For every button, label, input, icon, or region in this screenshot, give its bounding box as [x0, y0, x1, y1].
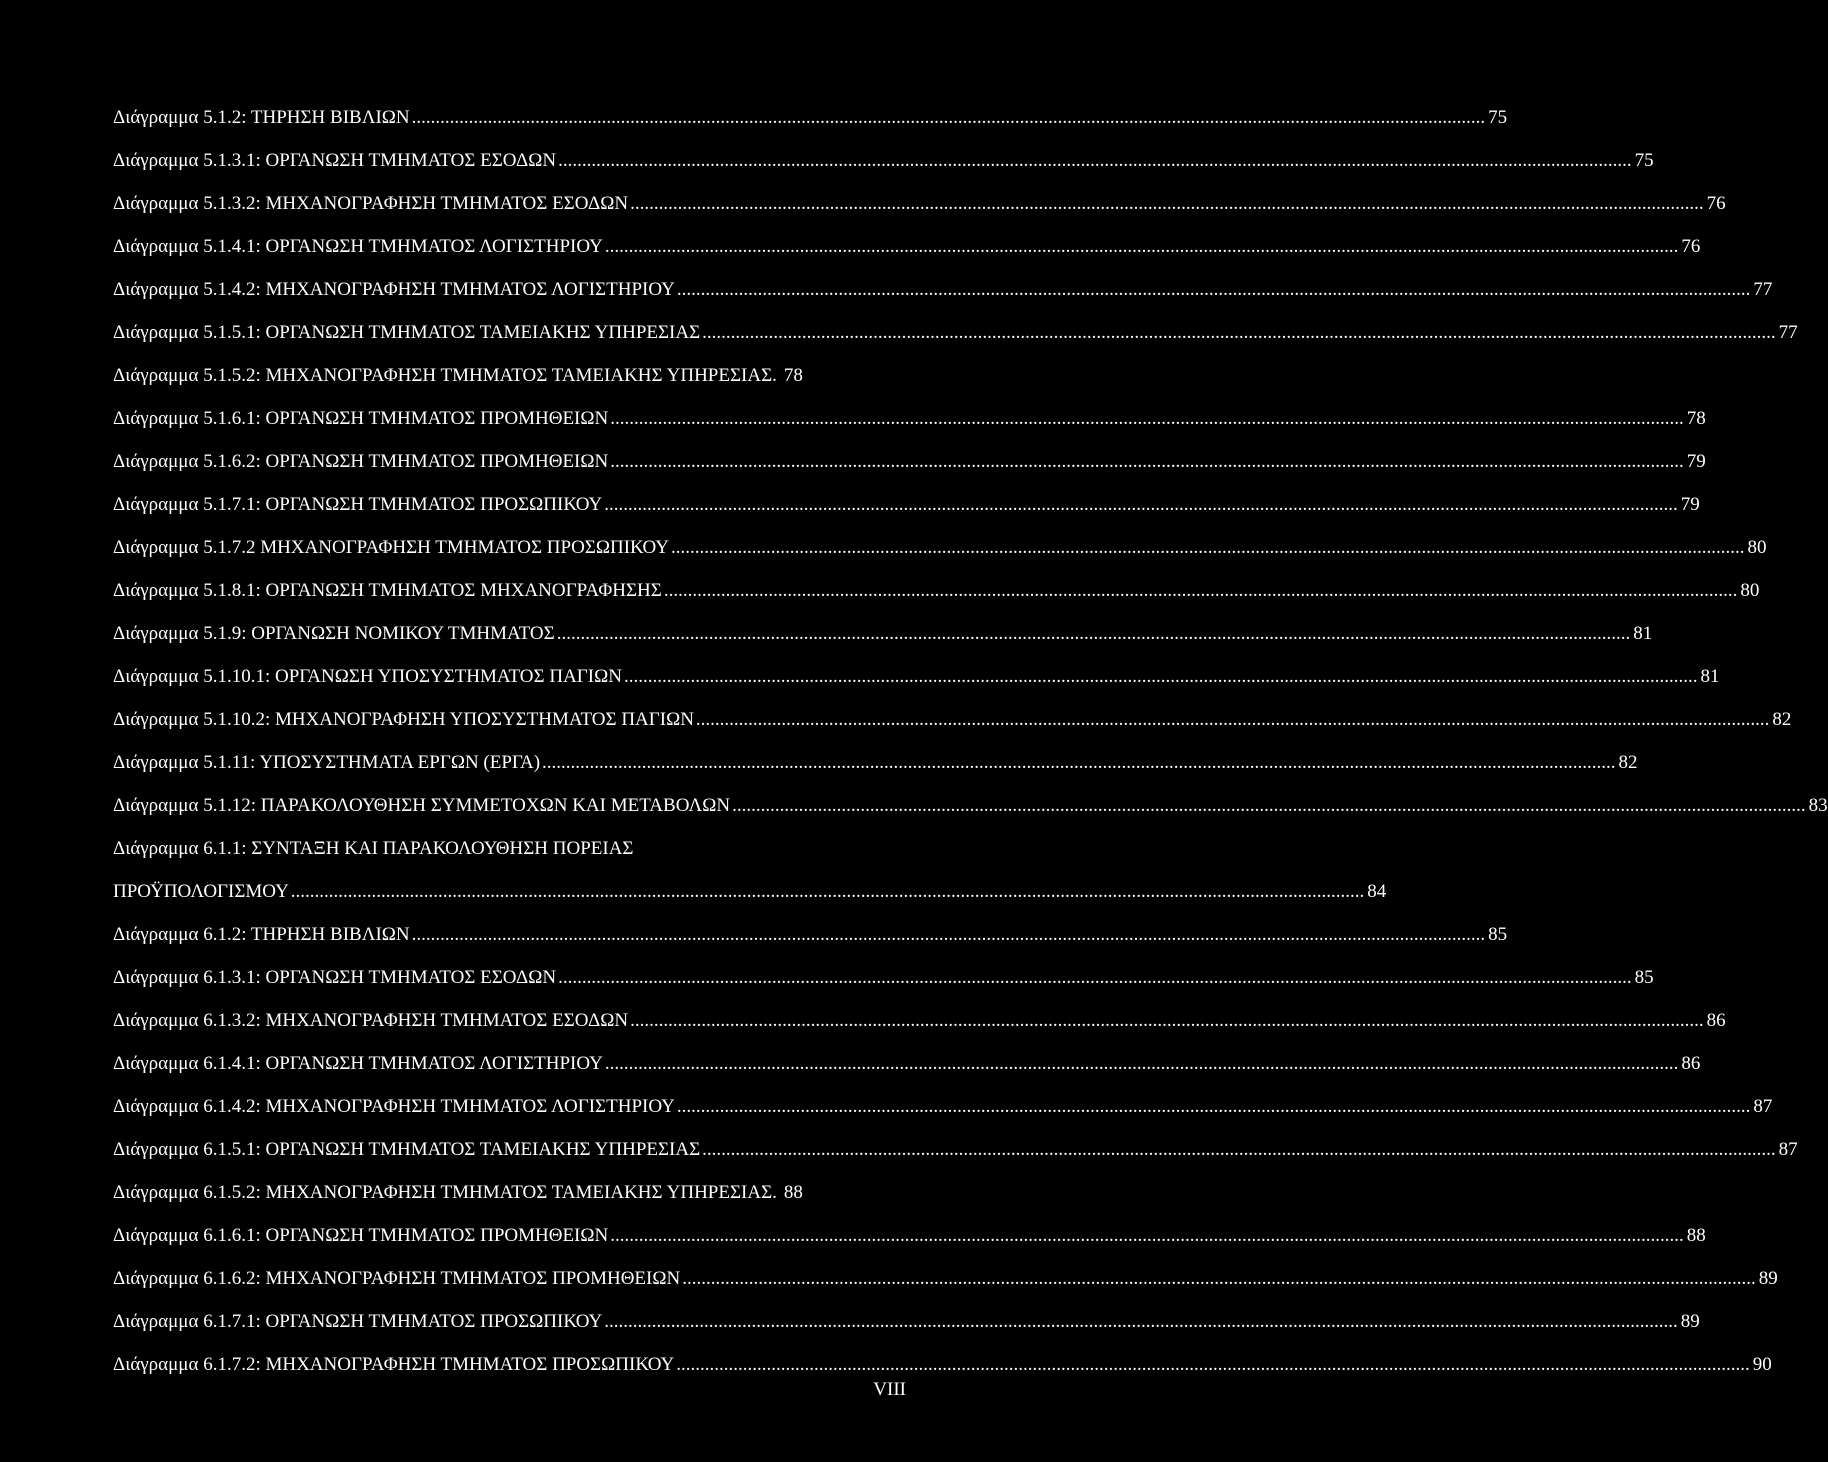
toc-entry-label: Διάγραμμα 5.1.5.1: ΟΡΓΑΝΩΣΗ ΤΜΗΜΑΤΟΣ ΤΑΜΕΙΑΚΗΣ ΥΠΗΡΕΣΙΑΣ — [113, 322, 701, 343]
toc-entry-page-number: 80 — [1747, 537, 1767, 558]
toc-entry-row — [113, 268, 1773, 311]
toc-entry-row — [113, 1300, 1700, 1343]
toc-entry[interactable] — [113, 827, 906, 870]
toc-entry[interactable] — [113, 1171, 906, 1214]
toc-entry[interactable] — [113, 913, 1508, 956]
toc-entry-label: Διάγραμμα 5.1.7.2 ΜΗΧΑΝΟΓΡΑΦΗΣΗ ΤΜΗΜΑΤΟΣ ΠΡΟΣΩΠΙΚΟΥ — [113, 537, 669, 558]
toc-entry-label: Διάγραμμα 5.1.10.1: ΟΡΓΑΝΩΣΗ ΥΠΟΣΥΣΤΗΜΑΤΟΣ ΠΑΓΙΩΝ — [113, 666, 622, 687]
toc-entry-page-number: 77 — [1753, 279, 1773, 300]
toc-entry-label: Διάγραμμα 5.1.4.2: ΜΗΧΑΝΟΓΡΑΦΗΣΗ ΤΜΗΜΑΤΟΣ ΛΟΓΙΣΤΗΡΙΟΥ — [113, 279, 675, 300]
toc-entry-row — [113, 870, 1387, 913]
toc-entry-row — [113, 1343, 1772, 1386]
toc-entry-label: Διάγραμμα 6.1.4.1: ΟΡΓΑΝΩΣΗ ΤΜΗΜΑΤΟΣ ΛΟΓΙΣΤΗΡΙΟΥ — [113, 1053, 603, 1074]
toc-entry-page-number: 85 — [1634, 967, 1654, 988]
toc-entry-label: Διάγραμμα 5.1.6.2: ΟΡΓΑΝΩΣΗ ΤΜΗΜΑΤΟΣ ΠΡΟΜΗΘΕΙΩΝ — [113, 451, 609, 472]
dot-leader — [542, 741, 1616, 784]
toc-entry[interactable] — [113, 956, 1654, 999]
toc-entry-label: Διάγραμμα 5.1.7.1: ΟΡΓΑΝΩΣΗ ΤΜΗΜΑΤΟΣ ΠΡΟΣΩΠΙΚΟΥ — [113, 494, 603, 515]
toc-entry-page-number: 81 — [1633, 623, 1653, 644]
dot-leader — [630, 999, 1704, 1042]
toc-entry-label: Διάγραμμα 5.1.10.2: ΜΗΧΑΝΟΓΡΑΦΗΣΗ ΥΠΟΣΥΣΤΗΜΑΤΟΣ ΠΑΓΙΩΝ — [113, 709, 694, 730]
toc-entry[interactable] — [113, 397, 1706, 440]
toc-entry[interactable] — [113, 870, 1387, 913]
dot-leader — [412, 96, 1486, 139]
toc-entry-page-number: 90 — [1752, 1354, 1772, 1375]
toc-entry-label: Διάγραμμα 6.1.3.1: ΟΡΓΑΝΩΣΗ ΤΜΗΜΑΤΟΣ ΕΣΟΔΩΝ — [113, 967, 557, 988]
toc-entry-label: Διάγραμμα 5.1.9: ΟΡΓΑΝΩΣΗ ΝΟΜΙΚΟΥ ΤΜΗΜΑΤΟΣ — [113, 623, 555, 644]
toc-entry[interactable] — [113, 311, 1798, 354]
dot-leader — [604, 1300, 1678, 1343]
toc-entry-row — [113, 96, 1508, 139]
dot-leader — [557, 612, 1631, 655]
toc-entry-page-number: 87 — [1778, 1139, 1798, 1160]
dot-leader — [677, 1085, 1751, 1128]
toc-entry-row — [113, 139, 1654, 182]
toc-entry[interactable] — [113, 354, 906, 397]
toc-entry[interactable] — [113, 999, 1726, 1042]
toc-entry[interactable] — [113, 1214, 1706, 1257]
toc-entry-row — [113, 440, 1706, 483]
toc-entry-label: Διάγραμμα 5.1.11: ΥΠΟΣΥΣΤΗΜΑΤΑ ΕΡΓΩΝ (ΕΡΓΑ) — [113, 752, 541, 773]
toc-entry-page-number: 75 — [1634, 150, 1654, 171]
toc-entry-page-number: 76 — [1681, 236, 1701, 257]
dot-leader — [677, 268, 1751, 311]
toc-entry-row — [113, 1042, 1701, 1085]
toc-entry-row — [113, 526, 1767, 569]
toc-entry[interactable] — [113, 741, 1638, 784]
toc-entry-label: Διάγραμμα 5.1.3.2: ΜΗΧΑΝΟΓΡΑΦΗΣΗ ΤΜΗΜΑΤΟΣ ΕΣΟΔΩΝ — [113, 193, 629, 214]
toc-entry-page-number: 83 — [1808, 795, 1828, 816]
dot-leader — [412, 913, 1486, 956]
toc-entry-page-number: 85 — [1488, 924, 1508, 945]
dot-leader — [702, 311, 1776, 354]
toc-entry[interactable] — [113, 440, 1706, 483]
toc-entry-row — [113, 225, 1701, 268]
toc-entry-page-number: 84 — [1367, 881, 1387, 902]
toc-entry[interactable] — [113, 1042, 1701, 1085]
toc-entry-row — [113, 569, 1760, 612]
toc-entry-label: Διάγραμμα 5.1.5.2: ΜΗΧΑΝΟΓΡΑΦΗΣΗ ΤΜΗΜΑΤΟΣ ΤΑΜΕΙΑΚΗΣ ΥΠΗΡΕΣΙΑΣ. — [113, 365, 777, 386]
toc-entry-row — [113, 354, 906, 397]
toc-entry-page-number: 77 — [1778, 322, 1798, 343]
page-number: VIII — [873, 1379, 906, 1400]
toc-entry-page-number: 76 — [1706, 193, 1726, 214]
toc-entry-row — [113, 311, 1798, 354]
toc-entry-row — [113, 1085, 1773, 1128]
toc-entry-row — [113, 182, 1726, 225]
toc-entry[interactable] — [113, 1128, 1798, 1171]
toc-entry-page-number: 86 — [1681, 1053, 1701, 1074]
dot-leader — [605, 1042, 1679, 1085]
toc-entry-row — [113, 1128, 1798, 1171]
toc-entry-label: Διάγραμμα 5.1.3.1: ΟΡΓΑΝΩΣΗ ΤΜΗΜΑΤΟΣ ΕΣΟΔΩΝ — [113, 150, 557, 171]
dot-leader — [682, 1257, 1756, 1300]
toc-entry-page-number: 79 — [1680, 494, 1700, 515]
toc-entry-row — [113, 698, 1792, 741]
toc-entry[interactable] — [113, 225, 1701, 268]
toc-entry[interactable] — [113, 139, 1654, 182]
toc-entry-row — [113, 741, 1638, 784]
dot-leader — [732, 784, 1806, 827]
dot-leader — [671, 526, 1745, 569]
toc-entry[interactable] — [113, 1085, 1773, 1128]
toc-entry[interactable] — [113, 268, 1773, 311]
toc-entry-label: Διάγραμμα 5.1.4.1: ΟΡΓΑΝΩΣΗ ΤΜΗΜΑΤΟΣ ΛΟΓΙΣΤΗΡΙΟΥ — [113, 236, 603, 257]
toc-entry-page-number: 89 — [1680, 1311, 1700, 1332]
toc-entry[interactable] — [113, 1257, 1778, 1300]
toc-entry-row — [113, 1257, 1778, 1300]
toc-entry-page-number: 79 — [1686, 451, 1706, 472]
toc-entry[interactable] — [113, 1300, 1700, 1343]
toc-entry-row — [113, 612, 1653, 655]
toc-entry-page-number: 82 — [1618, 752, 1638, 773]
toc-entry[interactable] — [113, 182, 1726, 225]
toc-entry-row — [113, 784, 1828, 827]
dot-leader — [605, 225, 1679, 268]
toc-entry-page-number: 81 — [1700, 666, 1720, 687]
toc-entry-label: Διάγραμμα 6.1.1: ΣΥΝΤΑΞΗ ΚΑΙ ΠΑΡΑΚΟΛΟΥΘΗΣΗ ΠΟΡΕΙΑΣ — [113, 838, 634, 859]
dot-leader — [558, 139, 1632, 182]
dot-leader — [624, 655, 1698, 698]
dot-leader — [630, 182, 1704, 225]
toc-entry[interactable] — [113, 483, 1700, 526]
dot-leader — [558, 956, 1632, 999]
toc-entry-row — [113, 999, 1726, 1042]
toc-entry-label: Διάγραμμα 5.1.8.1: ΟΡΓΑΝΩΣΗ ΤΜΗΜΑΤΟΣ ΜΗΧΑΝΟΓΡΑΦΗΣΗΣ — [113, 580, 662, 601]
dot-leader — [696, 698, 1770, 741]
dot-leader — [610, 397, 1684, 440]
list-of-diagrams — [113, 96, 1828, 1386]
dot-leader — [604, 483, 1678, 526]
toc-entry[interactable] — [113, 784, 1828, 827]
toc-entry-label: Διάγραμμα 6.1.5.1: ΟΡΓΑΝΩΣΗ ΤΜΗΜΑΤΟΣ ΤΑΜΕΙΑΚΗΣ ΥΠΗΡΕΣΙΑΣ — [113, 1139, 701, 1160]
toc-entry[interactable] — [113, 698, 1792, 741]
toc-entry-row — [113, 397, 1706, 440]
toc-entry-page-number: 80 — [1740, 580, 1760, 601]
toc-entry-row — [113, 1171, 906, 1214]
toc-entry[interactable] — [113, 1343, 1772, 1386]
toc-entry-row — [113, 956, 1654, 999]
toc-entry[interactable] — [113, 96, 1508, 139]
toc-entry-label: Διάγραμμα 6.1.3.2: ΜΗΧΑΝΟΓΡΑΦΗΣΗ ΤΜΗΜΑΤΟΣ ΕΣΟΔΩΝ — [113, 1010, 629, 1031]
toc-entry-page-number: 75 — [1488, 107, 1508, 128]
toc-entry-row — [113, 913, 1508, 956]
toc-entry-label: Διάγραμμα 6.1.7.1: ΟΡΓΑΝΩΣΗ ΤΜΗΜΑΤΟΣ ΠΡΟΣΩΠΙΚΟΥ — [113, 1311, 603, 1332]
toc-entry-label: Διάγραμμα 6.1.6.1: ΟΡΓΑΝΩΣΗ ΤΜΗΜΑΤΟΣ ΠΡΟΜΗΘΕΙΩΝ — [113, 1225, 609, 1246]
toc-entry-page-number: 78 — [783, 365, 803, 386]
toc-entry-page-number: 88 — [783, 1182, 803, 1203]
toc-entry-page-number: 89 — [1758, 1268, 1778, 1289]
toc-entry-row — [113, 1214, 1706, 1257]
dot-leader — [291, 870, 1365, 913]
toc-entry[interactable] — [113, 655, 1720, 698]
toc-entry-label: Διάγραμμα 6.1.7.2: ΜΗΧΑΝΟΓΡΑΦΗΣΗ ΤΜΗΜΑΤΟΣ ΠΡΟΣΩΠΙΚΟΥ — [113, 1354, 675, 1375]
toc-entry-label: Διάγραμμα 6.1.2: ΤΗΡΗΣΗ ΒΙΒΛΙΩΝ — [113, 924, 410, 945]
toc-entry-page-number: 88 — [1686, 1225, 1706, 1246]
toc-entry-label: Διάγραμμα 6.1.6.2: ΜΗΧΑΝΟΓΡΑΦΗΣΗ ΤΜΗΜΑΤΟΣ ΠΡΟΜΗΘΕΙΩΝ — [113, 1268, 681, 1289]
toc-entry[interactable] — [113, 526, 1767, 569]
dot-leader — [702, 1128, 1776, 1171]
toc-entry-label: Διάγραμμα 6.1.5.2: ΜΗΧΑΝΟΓΡΑΦΗΣΗ ΤΜΗΜΑΤΟΣ ΤΑΜΕΙΑΚΗΣ ΥΠΗΡΕΣΙΑΣ. — [113, 1182, 777, 1203]
toc-entry-label: Διάγραμμα 5.1.2: ΤΗΡΗΣΗ ΒΙΒΛΙΩΝ — [113, 107, 410, 128]
toc-entry-label: Διάγραμμα 5.1.6.1: ΟΡΓΑΝΩΣΗ ΤΜΗΜΑΤΟΣ ΠΡΟΜΗΘΕΙΩΝ — [113, 408, 609, 429]
dot-leader — [676, 1343, 1750, 1386]
toc-entry-label: ΠΡΟΫΠΟΛΟΓΙΣΜΟΥ — [113, 881, 289, 902]
toc-entry-row — [113, 483, 1700, 526]
toc-entry-row — [113, 655, 1720, 698]
toc-entry-label: Διάγραμμα 5.1.12: ΠΑΡΑΚΟΛΟΥΘΗΣΗ ΣΥΜΜΕΤΟΧΩΝ ΚΑΙ ΜΕΤΑΒΟΛΩΝ — [113, 795, 731, 816]
toc-entry-page-number: 87 — [1753, 1096, 1773, 1117]
toc-entry-row — [113, 827, 906, 870]
dot-leader — [610, 440, 1684, 483]
toc-entry-page-number: 78 — [1686, 408, 1706, 429]
dot-leader — [610, 1214, 1684, 1257]
toc-entry[interactable] — [113, 569, 1760, 612]
toc-entry-page-number: 82 — [1772, 709, 1792, 730]
toc-entry-page-number: 86 — [1706, 1010, 1726, 1031]
dot-leader — [664, 569, 1738, 612]
toc-entry-label: Διάγραμμα 6.1.4.2: ΜΗΧΑΝΟΓΡΑΦΗΣΗ ΤΜΗΜΑΤΟΣ ΛΟΓΙΣΤΗΡΙΟΥ — [113, 1096, 675, 1117]
toc-entry[interactable] — [113, 612, 1653, 655]
